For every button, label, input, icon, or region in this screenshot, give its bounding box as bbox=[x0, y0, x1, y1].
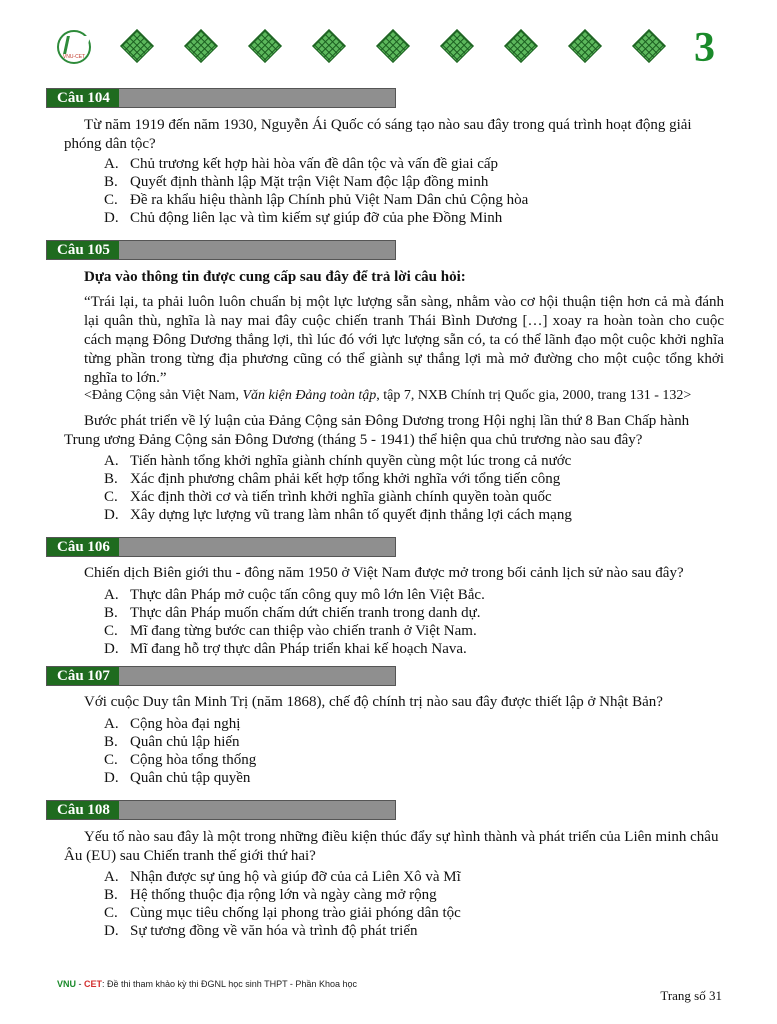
option-d[interactable]: D. Xây dựng lực lượng vũ trang làm nhân tố quyết định thắng lợi cách mạng bbox=[104, 507, 572, 523]
option-d[interactable]: D. Sự tương đồng về văn hóa và trình độ phát triển bbox=[104, 923, 418, 939]
section-number: 3 bbox=[694, 25, 715, 71]
option-d[interactable]: D. Quân chủ tập quyền bbox=[104, 770, 251, 786]
question-stem: Yếu tố nào sau đây là một trong những điều kiện thúc đẩy sự hình thành và phát triển của Liên minh châu Âu (EU) sau Chiến tranh thế giới thứ hai? bbox=[64, 829, 719, 864]
diamond-icon bbox=[248, 29, 282, 63]
options-list bbox=[104, 155, 528, 227]
question-header bbox=[46, 800, 396, 820]
diamond-icon bbox=[312, 29, 346, 63]
question-stem: Với cuộc Duy tân Minh Trị (năm 1868), chế độ chính trị nào sau đây được thiết lập ở Nhật Bản? bbox=[84, 694, 663, 710]
option-c[interactable]: C. Mĩ đang từng bước can thiệp vào chiến tranh ở Việt Nam. bbox=[104, 623, 477, 639]
logo-icon: VNU-CET bbox=[57, 30, 91, 64]
option-b[interactable]: B. Hệ thống thuộc địa rộng lớn và ngày càng mở rộng bbox=[104, 887, 437, 903]
option-b[interactable]: B. Quyết định thành lập Mặt trận Việt Nam độc lập đồng minh bbox=[104, 174, 489, 190]
question-stem: Từ năm 1919 đến năm 1930, Nguyễn Ái Quốc có sáng tạo nào sau đây trong quá trình hoạt động giải phóng dân tộc? bbox=[64, 117, 692, 152]
footer-caption: VNU - CET: Đề thi tham khảo kỳ thi ĐGNL học sinh THPT - Phần Khoa học bbox=[57, 979, 357, 989]
option-d[interactable]: D. Chủ động liên lạc và tìm kiếm sự giúp đỡ của phe Đồng Minh bbox=[104, 210, 503, 226]
option-a[interactable]: A. Chủ trương kết hợp hài hòa vấn đề dân tộc và vấn đề giai cấp bbox=[104, 156, 499, 172]
question-header bbox=[46, 537, 396, 557]
page-number: Trang số 31 bbox=[660, 988, 722, 1003]
diamond-icon bbox=[440, 29, 474, 63]
diamond-icon bbox=[120, 29, 154, 63]
option-a[interactable]: A. Tiến hành tổng khởi nghĩa giành chính quyền cùng một lúc trong cả nước bbox=[104, 453, 572, 469]
page-header bbox=[55, 24, 725, 72]
option-a[interactable]: A. Nhận được sự ủng hộ và giúp đỡ của cả Liên Xô và Mĩ bbox=[104, 869, 461, 885]
option-b[interactable]: B. Xác định phương châm phải kết hợp tổng khởi nghĩa với tổng tiến công bbox=[104, 471, 561, 487]
diamond-icon bbox=[376, 29, 410, 63]
diamond-icon bbox=[184, 29, 218, 63]
option-a[interactable]: A. Cộng hòa đại nghị bbox=[104, 716, 241, 732]
question-intro: Dựa vào thông tin được cung cấp sau đây để trả lời câu hỏi: bbox=[84, 269, 466, 285]
question-stem: Bước phát triển về lý luận của Đảng Cộng sản Đông Dương trong Hội nghị lần thứ 8 Ban Chấp hành Trung ương Đảng Cộng sản Đông Dương (tháng 5 - 1941) thể hiện qua chủ trương nào sau đây? bbox=[64, 413, 690, 448]
question-header bbox=[46, 666, 396, 686]
question-label: Câu 106 bbox=[47, 538, 119, 556]
question-header bbox=[46, 240, 396, 260]
question-label: Câu 105 bbox=[47, 241, 119, 259]
option-c[interactable]: C. Đề ra khẩu hiệu thành lập Chính phủ Việt Nam Dân chủ Cộng hòa bbox=[104, 192, 529, 208]
option-c[interactable]: C. Cộng hòa tổng thống bbox=[104, 752, 257, 768]
question-label: Câu 107 bbox=[47, 667, 119, 685]
option-b[interactable]: B. Quân chủ lập hiến bbox=[104, 734, 240, 750]
question-label: Câu 108 bbox=[47, 801, 119, 819]
options-list bbox=[104, 715, 256, 787]
options-list bbox=[104, 586, 485, 658]
diamond-icon bbox=[504, 29, 538, 63]
option-a[interactable]: A. Thực dân Pháp mở cuộc tấn công quy mô lớn lên Việt Bắc. bbox=[104, 587, 485, 603]
option-c[interactable]: C. Xác định thời cơ và tiến trình khởi nghĩa giành chính quyền toàn quốc bbox=[104, 489, 552, 505]
options-list bbox=[104, 868, 461, 940]
option-d[interactable]: D. Mĩ đang hỗ trợ thực dân Pháp triển khai kế hoạch Nava. bbox=[104, 641, 467, 657]
diamond-icon bbox=[632, 29, 666, 63]
question-header bbox=[46, 88, 396, 108]
option-b[interactable]: B. Thực dân Pháp muốn chấm dứt chiến tranh trong danh dự. bbox=[104, 605, 481, 621]
diamond-icon bbox=[568, 29, 602, 63]
options-list bbox=[104, 452, 572, 524]
question-label: Câu 104 bbox=[47, 89, 119, 107]
quote-source: <Đảng Cộng sản Việt Nam, Văn kiện Đảng toàn tập, tập 7, NXB Chính trị Quốc gia, 2000, trang 131 - 132> bbox=[84, 388, 692, 403]
question-stem: Chiến dịch Biên giới thu - đông năm 1950 ở Việt Nam được mở trong bối cảnh lịch sử nào sau đây? bbox=[84, 565, 684, 581]
question-quote: “Trái lại, ta phải luôn luôn chuẩn bị một lực lượng sẵn sàng, nhằm vào cơ hội thuận tiện hơn cả mà đánh lại quân thù, nghĩa là nay mai đây cuộc chiến tranh Thái Bình Dương […] xoay ra hoàn toàn cho cuộc cách mạng Đông Dương thắng lợi, thì lúc đó với lực lượng sẵn có, ta có thể lãnh đạo một cuộc khởi nghĩa từng phần trong từng địa phương cũng có thể giành sự thắng lợi mà mở đường cho một cuộc tổng khởi nghĩa to lớn.” bbox=[84, 294, 724, 386]
option-c[interactable]: C. Cùng mục tiêu chống lại phong trào giải phóng dân tộc bbox=[104, 905, 461, 921]
